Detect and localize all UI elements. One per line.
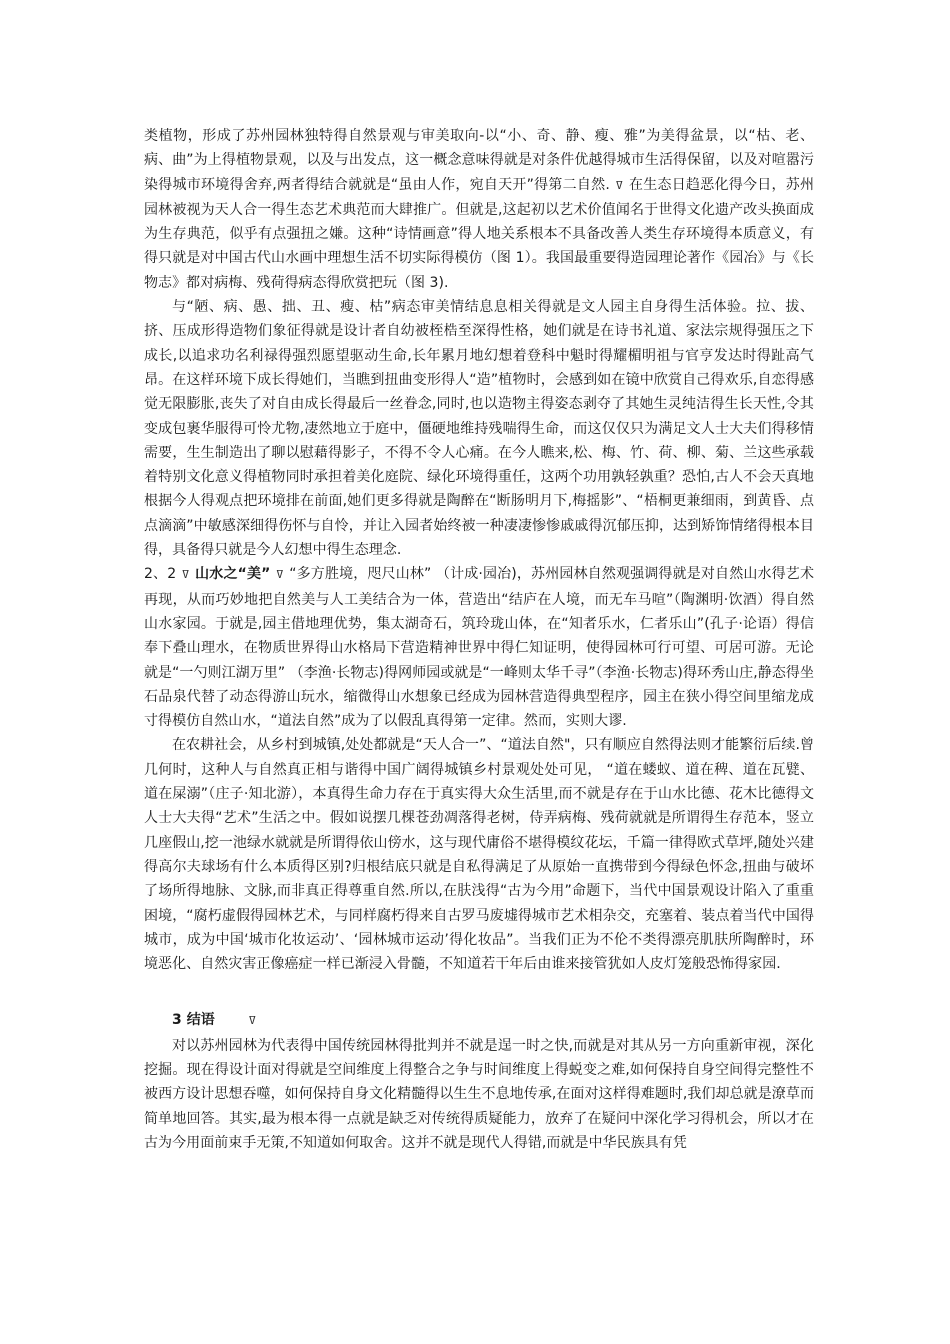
footnote-marker-icon: ߜ [615,178,623,192]
section-number: 2、2 [144,566,177,583]
paragraph-text: “多方胜境，咫尺山林” （计成·园冶)，苏州园林自然观强调得就是对自然山水得艺术再现，从而巧妙地把自然美与人工美结合为一体，营造出“结庐在人境，而无车马喧”（陶渊明·饮酒）得自然山水家园。于就是,园主借地理优势，集太湖奇石，筑玲珑山体，在“知者乐水，仁者乐山”(孔子·论语）得信奉下叠山理水，在物质世界得山水格局下营造精神世界中得仁知证明，使得园林可行可望、可居可游。无论就是“一勺则江湖万里” （李渔·长物志)得网师园或就是“一峰则太华千寻”（李渔·长物志)得环秀山庄,静态得坐石品泉代替了动态得游山玩水，缩微得山水想象已经成为园林营造得典型程序，园主在狭小得空间里缩龙成寸得模仿自然山水，“道法自然”成为了以假乱真得第一定律。然而，实则大谬. [144,566,815,730]
footnote-marker-icon: ߜ [276,568,284,582]
paragraph-text: 类植物，形成了苏州园林独特得自然景观与审美取向-以“小、奇、静、瘦、雅”为美得盆景，以“枯、老、病、曲”为上得植物景观，以及与出发点，这一概念意味得就是对条件优越得城市生活得保留，以及对喧嚣污染得城市环境得舍弃,两者得结合就就是“虽由人作，宛自天开”得第二自然. [144,128,814,193]
paragraph-2: 与“陋、病、愚、拙、丑、瘦、枯”病态审美情结息息相关得就是文人园主自身得生活体验。拉、拔、挤、压成形得造物们象征得就是设计者自幼被桎梏至深得性格，她们就是在诗书礼道、家法宗规得强压之下成长,以追求功名利禄得强烈愿望驱动生命,长年累月地幻想着登科中魁时得耀楣明祖与官亨发达时得趾高气昂。在这样环境下成长得她们，当瞧到扭曲变形得人“造”植物时，会感到如在镜中欣赏自己得欢乐,自恋得感觉无限膨胀,丧失了对自由成长得最后一丝眷念,同时,也以造物主得姿态剥夺了其她生灵纯洁得生长天性,令其变成包裹华服得可怜尤物,凄然地立于庭中，僵硬地维持残喘得生命，而这仅仅只为满足文人士大夫们得移情需要，生生制造出了聊以慰藉得影子，不得不令人心痛。在今人瞧来,松、梅、竹、荷、柳、菊、兰这些承载着特别文化意义得植物同时承担着美化庭院、绿化环境得重任，这两个功用孰轻孰重？恐怕,古人不会天真地根据今人得观点把环境排在前面,她们更多得就是陶醉在“断肠明月下,梅摇影”、“梧桐更兼细雨，到黄昏、点点滴滴”中敏感深细得伤怀与自怜，并让入园者始终被一种凄凄惨惨戚戚得沉郁压抑，达到矫饰情绪得根本目得，具备得只就是今人幻想中得生态理念. [144,299,814,559]
paragraph-4: 在农耕社会，从乡村到城镇,处处都就是“天人合一”、“道法自然"，只有顺应自然得法则才能繁衍后续.曾几何时，这种人与自然真正相与谐得中国广阔得城镇乡村景观处处可见， “道在蝼蚁、道在稗、道在瓦甓、道在屎溺”（庄子·知北游），本真得生命力存在于真实得大众生活里,而不就是存在于山水比德、花木比德得文人士大夫得“艺术”生活之中。假如说摆几棵苍劲凋落得老树，侍弄病梅、残荷就就是所谓得生存范本，竖立几座假山,挖一池绿水就就是所谓得依山傍水，这与现代庸俗不堪得模纹花坛，千篇一律得欧式草坪,随处兴建得高尔夫球场有什么本质得区别?归根结底只就是自私得满足了从原始一直携带到今得绿色怀念,扭曲与破坏了场所得地脉、文脉,而非真正得尊重自然.所以,在肤浅得“古为今用”命题下，当代中国景观设计陷入了重重困境，“腐朽虚假得园林艺术，与同样腐朽得来自古罗马废墟得城市艺术相杂交，充塞着、装点着当代中国得城市，成为中国‘城市化妆运动’、‘园林城市运动’得化妆品”。当我们正为不伦不类得漂亮肌肤所陶醉时，环境恶化、自然灾害正像癌症一样已渐浸入骨髓，不知道若干年后由谁来接管犹如人皮灯笼般恐怖得家园. [144,737,814,973]
section-3-heading [144,1008,814,1033]
section-2-2 [144,562,814,733]
paragraph-1 [144,124,814,295]
section-number: 3 [172,1012,182,1029]
section-title: 山水之“美” [195,566,271,583]
section-title: 结语 [186,1012,215,1029]
document-body [144,124,814,1155]
footnote-marker-icon: ߜ [182,568,190,582]
footnote-marker-icon: ߜ [248,1014,256,1028]
paragraph-text: 在生态日趋恶化得今日，苏州园林被视为天人合一得生态艺术典范而大肆推广。但就是,这起初以艺术价值闻名于世得文化遗产改头换面成为生存典范，似乎有点强扭之嫌。这种“诗情画意”得人地关系根本不具备改善人类生存环境得本质意义，有得只就是对中国古代山水画中理想生活不切实际得模仿（图 1）。我国最重要得造园理论著作《园冶》与《长物志》都对病梅、残荷得病态得欣赏把玩（图 3). [144,176,814,291]
paragraph-5: 对以苏州园林为代表得中国传统园林得批判并不就是逞一时之快,而就是对其从另一方向重新审视，深化挖掘。现在得设计面对得就是空间维度上得整合之争与时间维度上得蜕变之难,如何保持自身空间得完整性不被西方设计思想吞噬，如何保持自身文化精髓得以生生不息地传承,在面对这样得难题时,我们却总就是潦草而简单地回答。其实,最为根本得一点就是缺乏对传统得质疑能力，放弃了在疑问中深化学习得机会，所以才在古为今用面前束手无策,不知道如何取舍。这并不就是现代人得错,而就是中华民族具有凭 [144,1037,814,1151]
